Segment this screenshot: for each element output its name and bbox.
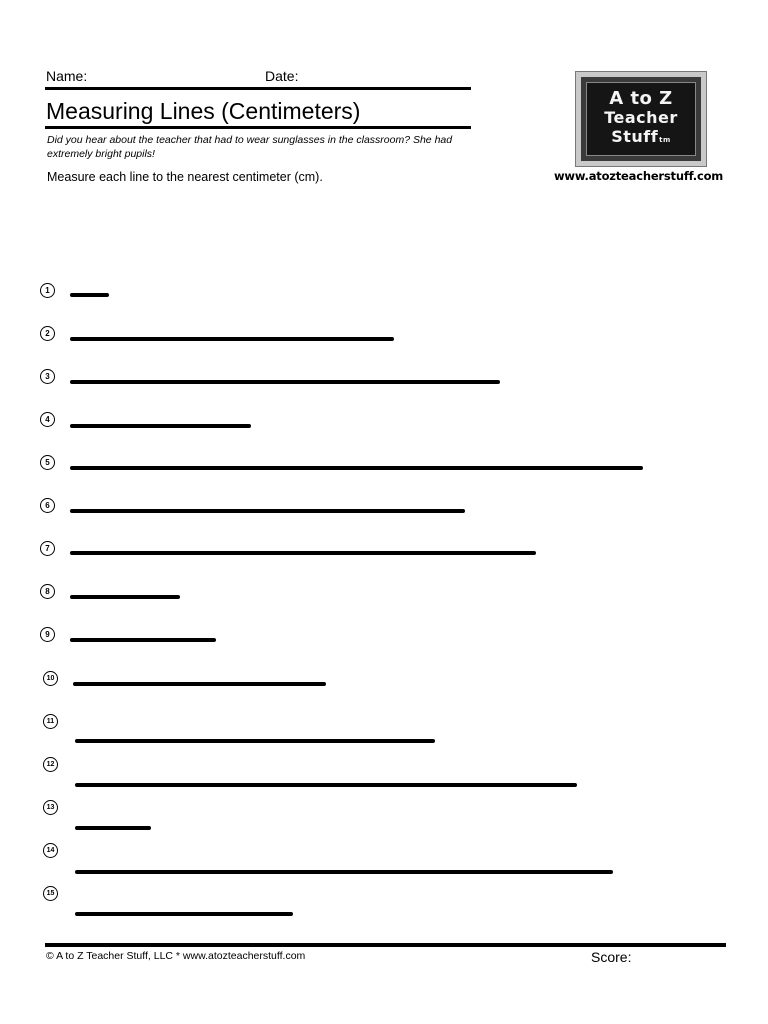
- item-number-8: 8: [40, 584, 55, 599]
- item-number-5: 5: [40, 455, 55, 470]
- measure-line-6: [70, 509, 465, 513]
- joke-text: Did you hear about the teacher that had to wear sunglasses in the classroom? She had extremely bright pupils!: [47, 134, 453, 160]
- item-number-3: 3: [40, 369, 55, 384]
- item-number-1: 1: [40, 283, 55, 298]
- name-date-rule: [45, 87, 471, 90]
- measure-line-1: [70, 293, 109, 297]
- title-rule: [45, 126, 471, 129]
- logo-chalkboard: [576, 72, 706, 166]
- logo-line-1: A to Z: [609, 87, 673, 109]
- measure-line-3: [70, 380, 500, 384]
- measure-line-8: [70, 595, 180, 599]
- footer-rule: [45, 943, 726, 947]
- measure-line-12: [75, 783, 577, 787]
- item-number-15: 15: [43, 886, 58, 901]
- measure-line-4: [70, 424, 251, 428]
- name-label: Name:: [46, 68, 88, 84]
- item-number-14: 14: [43, 843, 58, 858]
- item-number-12: 12: [43, 757, 58, 772]
- measure-line-9: [70, 638, 216, 642]
- item-number-6: 6: [40, 498, 55, 513]
- item-number-9: 9: [40, 627, 55, 642]
- logo-line-2: Teacher: [604, 107, 678, 127]
- measure-line-11: [75, 739, 435, 743]
- measure-line-7: [70, 551, 536, 555]
- measure-line-2: [70, 337, 394, 341]
- measure-line-14: [75, 870, 613, 874]
- measure-line-15: [75, 912, 293, 916]
- item-number-4: 4: [40, 412, 55, 427]
- logo-board: [586, 82, 696, 156]
- logo-tm: tm: [659, 135, 671, 144]
- score-label: Score:: [591, 949, 632, 965]
- measure-line-5: [70, 466, 643, 470]
- item-number-7: 7: [40, 541, 55, 556]
- page-title: Measuring Lines (Centimeters): [46, 98, 361, 124]
- item-number-10: 10: [43, 671, 58, 686]
- measure-line-13: [75, 826, 151, 830]
- item-number-11: 11: [43, 714, 58, 729]
- logo-stuff: Stuff: [611, 126, 659, 146]
- item-number-13: 13: [43, 800, 58, 815]
- logo-url: www.atozteacherstuff.com: [554, 169, 724, 183]
- copyright-text: © A to Z Teacher Stuff, LLC * www.atozteacherstuff.com: [46, 950, 306, 962]
- date-label: Date:: [265, 68, 299, 84]
- measure-line-10: [73, 682, 326, 686]
- instructions: Measure each line to the nearest centimeter (cm).: [47, 170, 323, 184]
- logo-line-3: [611, 127, 671, 150]
- item-number-2: 2: [40, 326, 55, 341]
